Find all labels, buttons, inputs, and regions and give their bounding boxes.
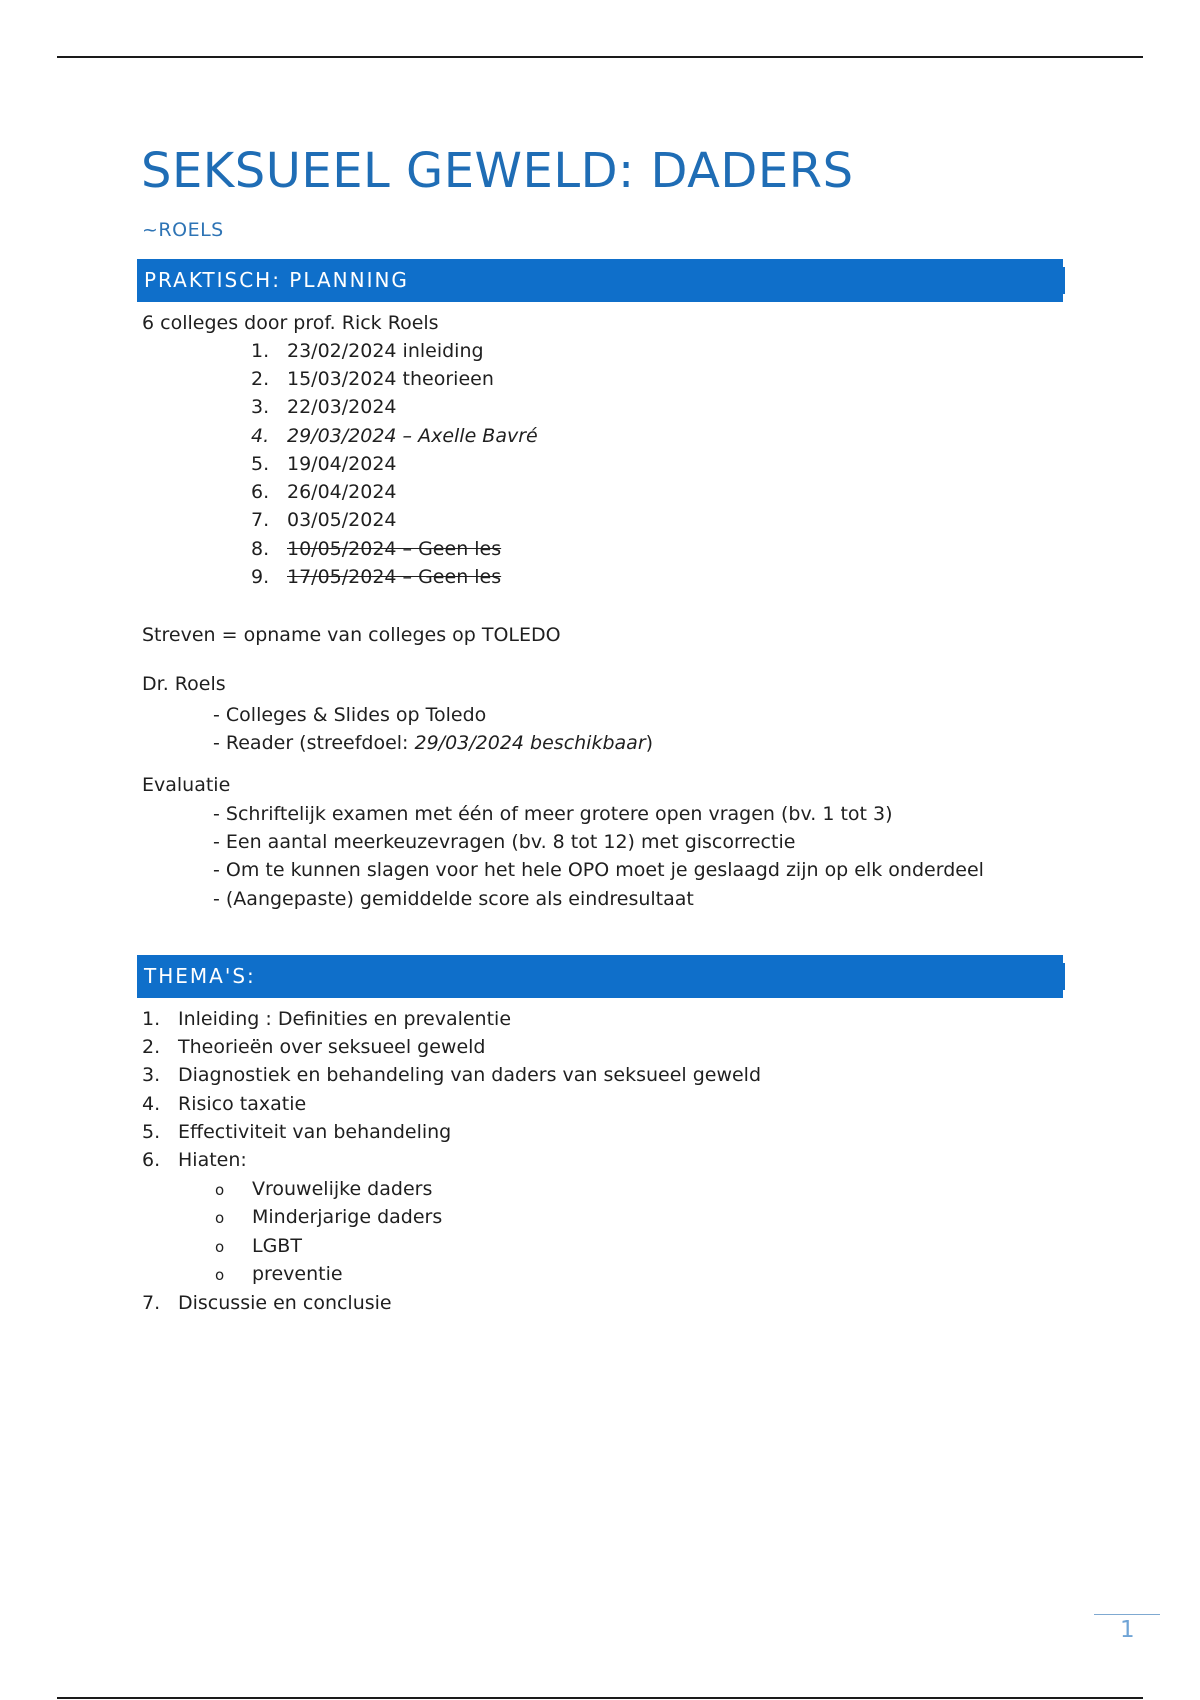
list-item <box>251 368 494 390</box>
theme-item <box>142 1292 392 1314</box>
list-text: Diagnostiek en behandeling van daders van seksueel geweld <box>178 1064 762 1086</box>
list-text: Risico taxatie <box>178 1093 307 1115</box>
list-number: 8. <box>251 538 270 560</box>
eval-item: - Om te kunnen slagen voor het hele OPO moet je geslaagd zijn op elk onderdeel <box>213 859 984 881</box>
theme-item <box>142 1093 306 1115</box>
section-heading-themas: THEMA'S: <box>137 955 1065 998</box>
list-number: 1. <box>251 340 270 362</box>
list-number: 6. <box>142 1149 161 1171</box>
dr-item-date: 29/03/2024 beschikbaar <box>414 732 646 754</box>
list-text: Inleiding : Definities en prevalentie <box>178 1008 512 1030</box>
theme-item <box>142 1064 761 1086</box>
theme-item <box>142 1121 451 1143</box>
sub-item <box>215 1178 432 1200</box>
dr-item <box>213 732 653 754</box>
theme-item <box>142 1149 247 1171</box>
sub-item <box>215 1206 442 1228</box>
streven-text: Streven = opname van colleges op TOLEDO <box>142 624 561 646</box>
list-text: 15/03/2024 theorieen <box>287 368 494 390</box>
page-number-rule <box>1094 1614 1160 1615</box>
list-text: Theorieën over seksueel geweld <box>178 1036 486 1058</box>
list-text: Discussie en conclusie <box>178 1292 392 1314</box>
list-item <box>251 425 538 447</box>
list-number: 7. <box>251 509 270 531</box>
bullet-circle-icon: o <box>215 1238 225 1256</box>
list-number: 2. <box>142 1036 161 1058</box>
page-title: SEKSUEEL GEWELD: DADERS <box>141 143 854 199</box>
list-text: 19/04/2024 <box>287 453 397 475</box>
planning-intro: 6 colleges door prof. Rick Roels <box>142 312 439 334</box>
list-text: Hiaten: <box>178 1149 247 1171</box>
list-text: 03/05/2024 <box>287 509 397 531</box>
list-number: 4. <box>142 1093 161 1115</box>
eval-heading: Evaluatie <box>142 774 231 796</box>
list-item <box>251 509 397 531</box>
sub-item-text: preventie <box>252 1263 343 1285</box>
dr-item: - Colleges & Slides op Toledo <box>213 704 487 726</box>
list-number: 3. <box>251 396 270 418</box>
header-rule <box>57 56 1143 58</box>
theme-item <box>142 1036 485 1058</box>
list-number: 5. <box>142 1121 161 1143</box>
eval-item: - Een aantal meerkeuzevragen (bv. 8 tot 12) met giscorrectie <box>213 831 796 853</box>
footer-rule <box>57 1697 1143 1699</box>
list-item <box>251 453 397 475</box>
dr-heading: Dr. Roels <box>142 673 226 695</box>
list-text: 23/02/2024 inleiding <box>287 340 484 362</box>
list-text: Effectiviteit van behandeling <box>178 1121 452 1143</box>
list-text: 22/03/2024 <box>287 396 397 418</box>
theme-item <box>142 1008 511 1030</box>
list-text: 17/05/2024 – Geen les <box>287 566 502 588</box>
list-number: 2. <box>251 368 270 390</box>
sub-item-text: Vrouwelijke daders <box>252 1178 433 1200</box>
bullet-circle-icon: o <box>215 1209 225 1227</box>
list-text: 26/04/2024 <box>287 481 397 503</box>
list-text: 10/05/2024 – Geen les <box>287 538 502 560</box>
dr-item-text: - Reader (streefdoel: <box>213 732 415 754</box>
dr-item-close: ) <box>645 732 654 754</box>
bullet-circle-icon: o <box>215 1181 225 1199</box>
sub-item-text: LGBT <box>252 1235 302 1257</box>
list-item-cancelled <box>251 566 501 588</box>
list-text: 29/03/2024 – Axelle Bavré <box>287 425 538 447</box>
list-item <box>251 340 484 362</box>
list-number: 1. <box>142 1008 161 1030</box>
list-item <box>251 396 397 418</box>
list-number: 7. <box>142 1292 161 1314</box>
subtitle: ~ROELS <box>142 219 224 241</box>
list-number: 9. <box>251 566 270 588</box>
section-heading-planning: PRAKTISCH: PLANNING <box>137 259 1065 302</box>
sub-item <box>215 1235 302 1257</box>
sub-item <box>215 1263 343 1285</box>
page-number: 1 <box>1120 1617 1135 1643</box>
bullet-circle-icon: o <box>215 1266 225 1284</box>
list-number: 4. <box>251 425 270 447</box>
eval-item: - (Aangepaste) gemiddelde score als eindresultaat <box>213 888 694 910</box>
list-item-cancelled <box>251 538 501 560</box>
sub-item-text: Minderjarige daders <box>252 1206 443 1228</box>
list-number: 3. <box>142 1064 161 1086</box>
list-item <box>251 481 397 503</box>
list-number: 6. <box>251 481 270 503</box>
list-number: 5. <box>251 453 270 475</box>
eval-item: - Schriftelijk examen met één of meer grotere open vragen (bv. 1 tot 3) <box>213 803 893 825</box>
